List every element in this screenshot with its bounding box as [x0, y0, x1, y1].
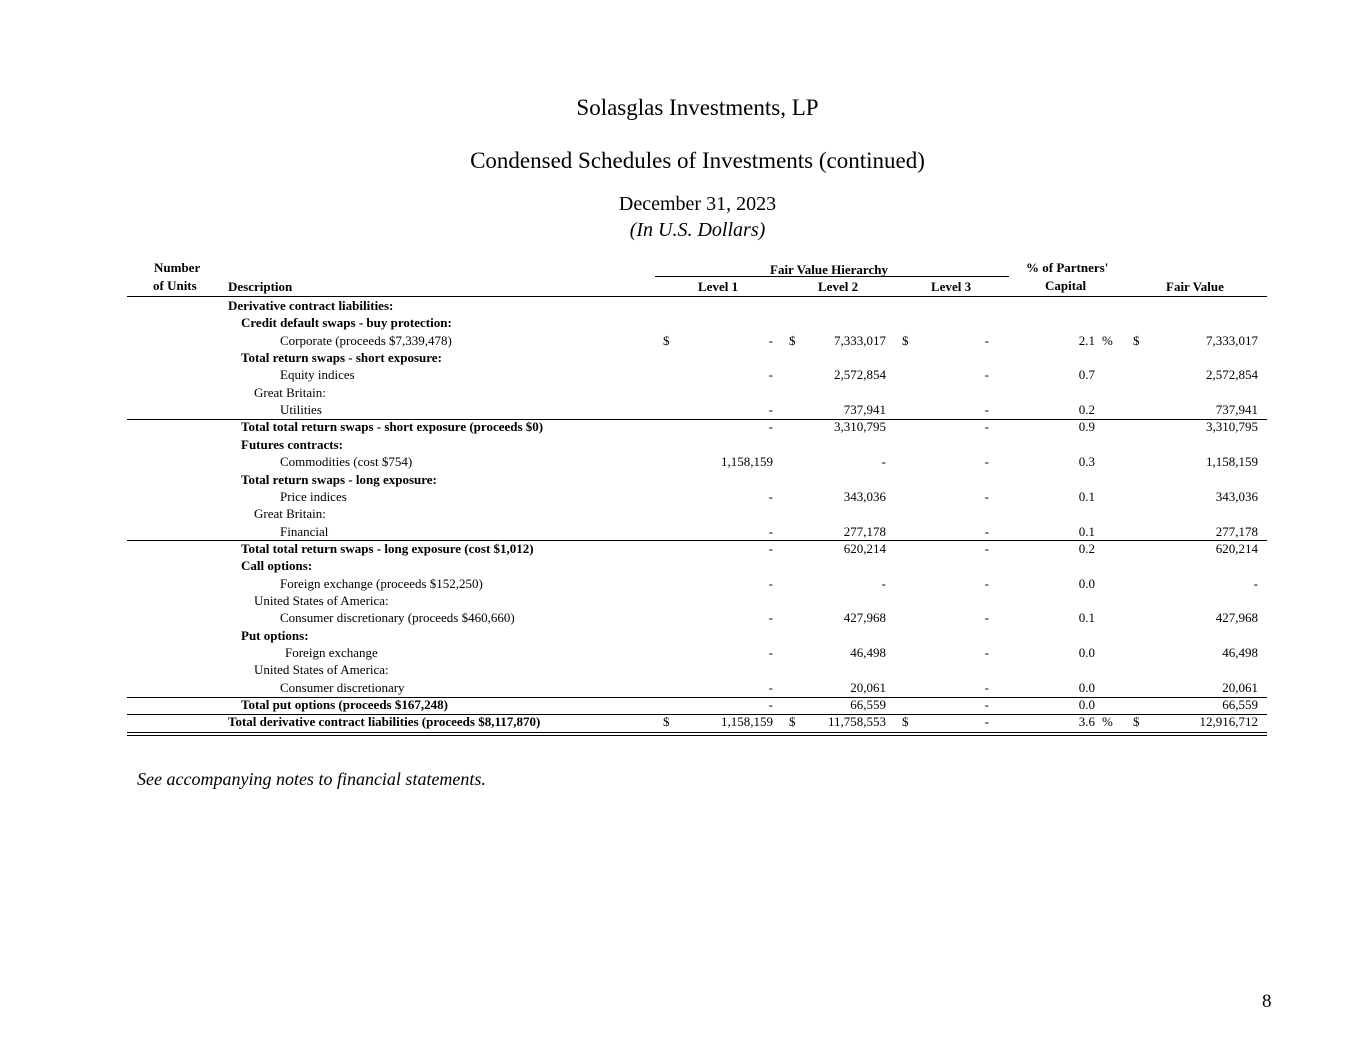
row-description: Credit default swaps - buy protection: — [241, 315, 452, 331]
cell-l3: - — [984, 575, 989, 591]
percent-sign: % — [1102, 714, 1113, 730]
row-description: Call options: — [241, 558, 313, 574]
cell-l2: 66,559 — [850, 697, 886, 713]
total-double-rule — [127, 735, 1267, 736]
cell-fv: 343,036 — [1215, 488, 1258, 504]
cell-l1: - — [768, 540, 773, 556]
cell-l2: 20,061 — [850, 679, 886, 695]
cell-l2: 427,968 — [843, 610, 886, 626]
cell-fv: 427,968 — [1215, 610, 1258, 626]
cell-fv: 3,310,795 — [1206, 419, 1258, 435]
table-row — [0, 541, 1365, 558]
cell-pct: 0.2 — [1078, 402, 1095, 418]
cell-l1: - — [768, 488, 773, 504]
table-row — [0, 576, 1365, 593]
cell-l3: - — [984, 488, 989, 504]
total-double-rule — [127, 732, 1267, 733]
cell-pct: 0.0 — [1078, 645, 1095, 660]
cell-l1: - — [768, 419, 773, 435]
row-description: Total put options (proceeds $167,248) — [241, 697, 448, 713]
cell-l1: 1,158,159 — [721, 454, 773, 470]
row-description: Total derivative contract liabilities (proceeds $8,117,870) — [228, 714, 541, 730]
cell-l2: 11,758,553 — [827, 714, 886, 730]
cell-fv: 66,559 — [1222, 697, 1258, 713]
table-row — [0, 402, 1365, 419]
row-description: Great Britain: — [254, 384, 326, 400]
cell-l2: 46,498 — [850, 645, 886, 660]
dollar-sign: $ — [902, 332, 909, 348]
level1-header: Level 1 — [698, 279, 739, 294]
dollar-sign: $ — [789, 332, 796, 348]
cell-l2: 7,333,017 — [834, 332, 886, 348]
cell-fv: 20,061 — [1222, 679, 1258, 695]
hierarchy-underline — [655, 276, 1009, 277]
table-row — [0, 333, 1365, 350]
table-row — [0, 419, 1365, 436]
header-rule — [127, 296, 1267, 297]
table-row — [0, 437, 1365, 454]
table-row — [0, 680, 1365, 697]
units-header-line2: of Units — [153, 278, 197, 293]
cell-pct: 0.0 — [1078, 679, 1095, 695]
cell-l1: - — [768, 610, 773, 626]
cell-l2: 620,214 — [843, 540, 886, 556]
cell-fv: 2,572,854 — [1206, 367, 1258, 383]
cell-l3: - — [984, 454, 989, 470]
table-row — [0, 558, 1365, 575]
fair-value-hierarchy-header: Fair Value Hierarchy — [770, 262, 888, 277]
cell-l2: 277,178 — [843, 523, 886, 539]
cell-l3: - — [984, 540, 989, 556]
row-description: United States of America: — [254, 592, 389, 608]
cell-pct: 0.0 — [1078, 697, 1095, 713]
cell-l3: - — [984, 332, 989, 348]
row-description: Derivative contract liabilities: — [228, 298, 394, 313]
dollar-sign: $ — [1133, 714, 1140, 730]
cell-fv: - — [1253, 575, 1258, 591]
document-title: Condensed Schedules of Investments (continued) — [470, 148, 925, 173]
cell-l3: - — [984, 714, 989, 730]
cell-fv: 46,498 — [1222, 645, 1258, 660]
cell-pct: 0.1 — [1078, 488, 1095, 504]
cell-l1: - — [768, 575, 773, 591]
row-description: Foreign exchange (proceeds $152,250) — [280, 575, 483, 591]
row-description: Total return swaps - short exposure: — [241, 350, 442, 366]
cell-l1: - — [768, 332, 773, 348]
table-row — [0, 524, 1365, 541]
dollar-sign: $ — [902, 714, 909, 730]
cell-pct: 0.1 — [1078, 523, 1095, 539]
cell-l3: - — [984, 402, 989, 418]
description-header: Description — [228, 279, 293, 294]
cell-l1: - — [768, 402, 773, 418]
table-row — [0, 645, 1365, 662]
cell-pct: 0.3 — [1078, 454, 1095, 470]
statement-date: December 31, 2023 — [618, 193, 777, 215]
footnote: See accompanying notes to financial statements. — [137, 769, 486, 789]
cell-fv: 12,916,712 — [1199, 714, 1258, 730]
table-row — [0, 593, 1365, 610]
cell-fv: 620,214 — [1215, 540, 1258, 556]
cell-l2: - — [881, 575, 886, 591]
dollar-sign: $ — [1133, 332, 1140, 348]
table-row — [0, 662, 1365, 679]
row-description: Total return swaps - long exposure: — [241, 471, 437, 487]
cell-l1: - — [768, 645, 773, 660]
cell-l1: 1,158,159 — [721, 714, 773, 730]
cell-l3: - — [984, 419, 989, 435]
table-row — [0, 367, 1365, 384]
row-description: Financial — [280, 523, 329, 539]
cell-fv: 737,941 — [1215, 402, 1258, 418]
level2-header: Level 2 — [818, 279, 859, 294]
cell-l3: - — [984, 367, 989, 383]
percent-sign: % — [1102, 332, 1113, 348]
row-description: Put options: — [241, 627, 309, 643]
fair-value-header: Fair Value — [1166, 279, 1224, 294]
row-description: Consumer discretionary (proceeds $460,660) — [280, 610, 515, 626]
table-row — [0, 697, 1365, 714]
row-description: Corporate (proceeds $7,339,478) — [280, 332, 452, 348]
cell-l3: - — [984, 645, 989, 660]
cell-pct: 0.2 — [1078, 540, 1095, 556]
row-description: Consumer discretionary — [280, 679, 405, 695]
pct-capital-header-line1: % of Partners' — [1026, 260, 1109, 275]
dollar-sign: $ — [663, 714, 670, 730]
dollar-sign: $ — [789, 714, 796, 730]
cell-l1: - — [768, 697, 773, 713]
table-row — [0, 489, 1365, 506]
cell-pct: 0.9 — [1078, 419, 1095, 435]
table-row — [0, 454, 1365, 471]
cell-fv: 1,158,159 — [1206, 454, 1258, 470]
table-row — [0, 610, 1365, 627]
cell-l2: 3,310,795 — [834, 419, 886, 435]
pct-capital-header-line2: Capital — [1045, 278, 1087, 293]
row-description: Equity indices — [280, 367, 355, 383]
table-row — [0, 298, 1365, 315]
cell-fv: 7,333,017 — [1206, 332, 1258, 348]
table-row — [0, 506, 1365, 523]
cell-l2: - — [881, 454, 886, 470]
cell-l3: - — [984, 523, 989, 539]
cell-l3: - — [984, 610, 989, 626]
row-description: Commodities (cost $754) — [280, 454, 413, 470]
cell-pct: 3.6 — [1078, 714, 1095, 730]
cell-pct: 0.1 — [1078, 610, 1095, 626]
page-number: 8 — [1262, 991, 1272, 1012]
table-row — [0, 385, 1365, 402]
units-header-line1: Number — [154, 260, 201, 275]
table-row — [0, 628, 1365, 645]
cell-pct: 2.1 — [1078, 332, 1095, 348]
cell-l3: - — [984, 679, 989, 695]
cell-l1: - — [768, 679, 773, 695]
row-description: Price indices — [280, 488, 347, 504]
level3-header: Level 3 — [931, 279, 972, 294]
cell-l1: - — [768, 367, 773, 383]
row-description: Utilities — [280, 402, 322, 418]
cell-l2: 343,036 — [843, 488, 886, 504]
table-row — [0, 315, 1365, 332]
currency-note: (In U.S. Dollars) — [629, 219, 766, 241]
cell-l1: - — [768, 523, 773, 539]
row-description: United States of America: — [254, 662, 389, 678]
cell-pct: 0.7 — [1078, 367, 1095, 383]
cell-pct: 0.0 — [1078, 575, 1095, 591]
row-description: Great Britain: — [254, 506, 326, 522]
table-row — [0, 350, 1365, 367]
dollar-sign: $ — [663, 332, 670, 348]
row-description: Futures contracts: — [241, 436, 343, 452]
row-description: Total total return swaps - long exposure (cost $1,012) — [241, 540, 534, 556]
cell-l3: - — [984, 697, 989, 713]
row-description: Total total return swaps - short exposure (proceeds $0) — [241, 419, 544, 435]
cell-l2: 737,941 — [843, 402, 886, 418]
cell-l2: 2,572,854 — [834, 367, 886, 383]
row-description: Foreign exchange — [285, 645, 378, 660]
table-row — [0, 714, 1365, 731]
cell-fv: 277,178 — [1215, 523, 1258, 539]
company-name: Solasglas Investments, LP — [576, 95, 819, 120]
table-row — [0, 472, 1365, 489]
